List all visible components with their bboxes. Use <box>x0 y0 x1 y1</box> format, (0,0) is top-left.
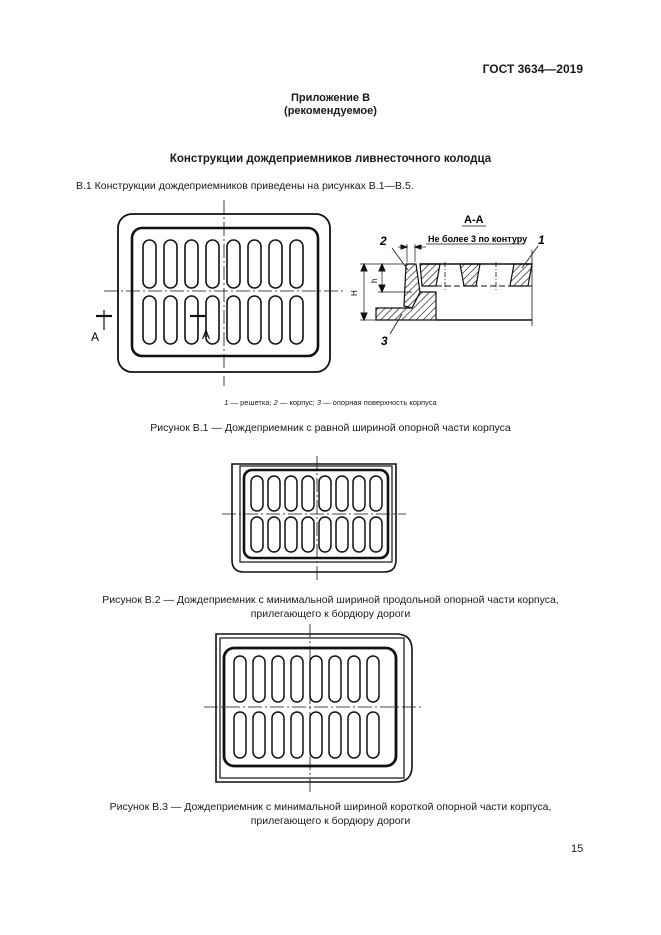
figure2-caption-line1: Рисунок В.2 — Дождеприемник с минимальной шириной продольной опорной части корпуса, <box>102 594 559 606</box>
figure1-caption: Рисунок В.1 — Дождеприемник с равной шириной опорной части корпуса <box>150 422 511 434</box>
legend-text-3: — опорная поверхность корпуса <box>321 398 437 407</box>
annex-status: (рекомендуемое) <box>284 105 377 117</box>
fig3-slots-bottom <box>234 712 379 758</box>
legend-text-1: — решетка; <box>228 398 274 407</box>
fig1-cut-marker-left: А <box>91 330 100 344</box>
fig3-slots-top <box>234 656 379 702</box>
annex-title: Приложение В <box>290 92 371 104</box>
figure2-caption-line2: прилегающего к бордюру дороги <box>250 608 411 620</box>
section-title: Конструкции дождеприемников ливнесточного колодца <box>169 153 492 165</box>
gap-note: Не более 3 по контуру <box>428 234 528 244</box>
dim-H-label: H <box>350 290 359 296</box>
legend-num-3: 3 <box>316 398 322 407</box>
callout-2: 2 <box>380 234 387 248</box>
figure3-caption <box>0 800 661 828</box>
figure3-caption-line1: Рисунок В.3 — Дождеприемник с минимальной шириной короткой опорной части корпуса, <box>109 801 552 813</box>
figure3-caption-line2: прилегающего к бордюру дороги <box>250 815 411 827</box>
fig1-cut-marker-right: А <box>202 328 211 342</box>
callout-3: 3 <box>381 334 388 348</box>
page-number: 15 <box>571 843 584 855</box>
section-label: А-А <box>464 214 484 226</box>
legend-num-2: 2 <box>273 398 278 407</box>
callout-1: 1 <box>538 233 545 247</box>
section-intro: В.1 Конструкции дождеприемников приведены на рисунках В.1—В.5. <box>76 180 414 192</box>
dim-h-label: h <box>370 278 379 283</box>
standard-number: ГОСТ 3634—2019 <box>482 62 583 76</box>
legend-num-1: 1 <box>224 398 229 407</box>
legend-text-2: — корпус; <box>277 398 317 407</box>
